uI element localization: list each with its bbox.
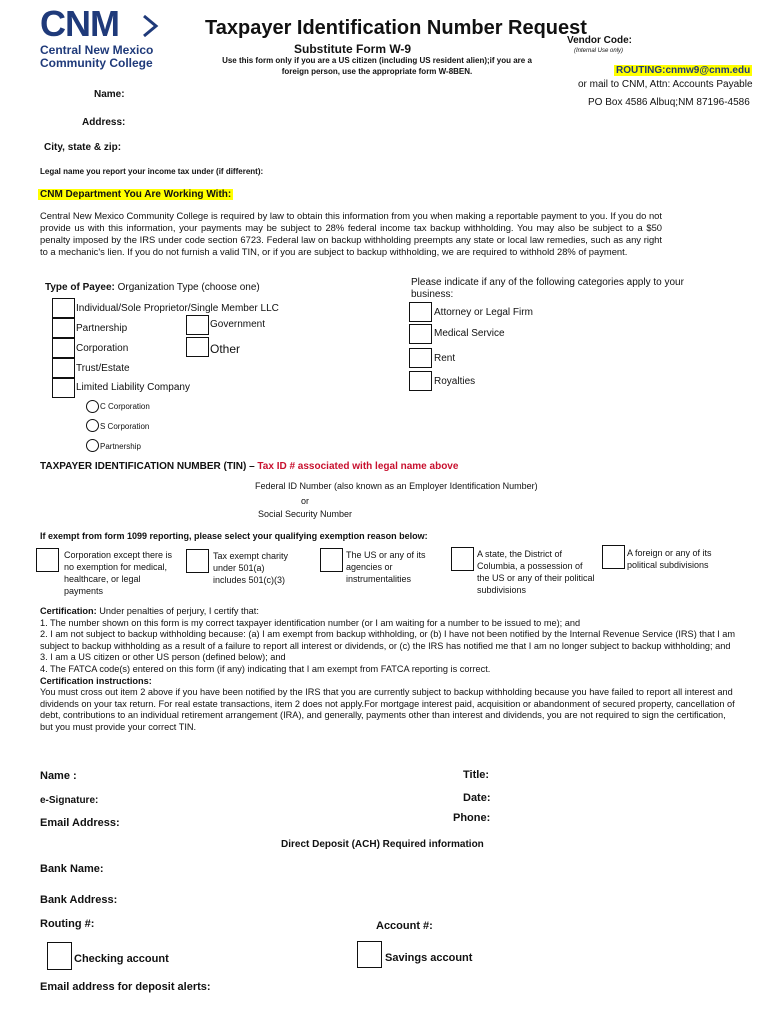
signer-title-label: Title: — [463, 769, 490, 781]
exempt-corporation-checkbox[interactable] — [36, 548, 59, 572]
form-subtitle: Substitute Form W-9 — [294, 42, 412, 56]
c-corporation-label: C Corporation — [100, 402, 150, 411]
other-checkbox[interactable] — [186, 337, 209, 357]
signature-date-label: Date: — [463, 792, 491, 804]
mail-instruction: or mail to CNM, Attn: Accounts Payable — [578, 79, 753, 90]
exempt-state-checkbox[interactable] — [451, 547, 474, 571]
exempt-foreign-checkbox[interactable] — [602, 545, 625, 569]
exemption-heading: If exempt from form 1099 reporting, please select your qualifying exemption reason below: — [40, 531, 428, 541]
certification-instructions-label: Certification instructions: — [40, 675, 152, 686]
government-label: Government — [210, 319, 266, 330]
backup-withholding-notice: Central New Mexico Community College is required by law to obtain this information from you when making a reportable payment to you. If you do not provide us with this information, your payments may be subject to 28% federal income tax backup withholding. You may also be subject to a $50 penalty imposed by the IRS under code section 6723. Federal law on backup withholding preempts any state or local law remedies, such as any right to a mechanic's lien. If you do not furnish a valid TIN, or if you are subject to backup withholding, we are required to withhold 28% of payment. — [40, 210, 662, 257]
llc-partnership-radio[interactable] — [86, 439, 99, 452]
logo-abbr: CNM — [40, 3, 119, 44]
tin-heading-red: Tax ID # associated with legal name above — [257, 461, 459, 472]
categories-prompt: Please indicate if any of the following categories apply to your business: — [411, 277, 684, 300]
certification-item-3: 3. I am a US citizen or other US person (defined below); and — [40, 652, 286, 663]
form-title: Taxpayer Identification Number Request — [205, 17, 587, 39]
name-label: Name: — [94, 89, 125, 100]
e-signature-label: e-Signature: — [40, 795, 99, 806]
llc-partnership-label: Partnership — [100, 442, 141, 451]
partnership-checkbox[interactable] — [52, 318, 75, 338]
corporation-checkbox[interactable] — [52, 338, 75, 358]
individual-label: Individual/Sole Proprietor/Single Member LLC — [76, 303, 279, 314]
payee-type-heading — [45, 282, 260, 293]
rent-checkbox[interactable] — [409, 348, 432, 368]
royalties-checkbox[interactable] — [409, 371, 432, 391]
trust-estate-checkbox[interactable] — [52, 358, 75, 378]
certification-intro-text: Under penalties of perjury, I certify that: — [99, 606, 259, 616]
savings-account-label: Savings account — [385, 952, 473, 964]
logo-line1: Central New Mexico — [40, 43, 154, 57]
certification-item-4: 4. The FATCA code(s) entered on this form (if any) indicating that I am exempt from FATCA reporting is correct. — [40, 663, 491, 674]
exempt-charity-label: Tax exempt charity under 501(a) includes 501(c)(3) — [213, 551, 289, 585]
direct-deposit-heading: Direct Deposit (ACH) Required information — [281, 839, 484, 850]
exempt-charity-checkbox[interactable] — [186, 549, 209, 573]
individual-checkbox[interactable] — [52, 298, 75, 318]
legal-name-label: Legal name you report your income tax under (if different): — [40, 167, 264, 176]
checking-account-label: Checking account — [74, 953, 169, 965]
exempt-state-label: A state, the District of Columbia, a possession of the US or any of their political subdivisions — [477, 549, 595, 595]
exempt-us-agency-checkbox[interactable] — [320, 548, 343, 572]
savings-account-checkbox[interactable] — [357, 941, 382, 968]
trust-estate-label: Trust/Estate — [76, 363, 130, 374]
payee-type-label: Type of Payee: — [45, 282, 115, 293]
bank-name-label: Bank Name: — [40, 863, 104, 875]
certification-item-2: 2. I am not subject to backup withholding because: (a) I am exempt from backup withholding, or (b) I have not been notified by the Internal Revenue Service (IRS) that I am subject to backup withholding as a result of a failure to report all interest or dividends, or (c) the IRS has notified me that I am no longer subject to backup withholding; and — [40, 629, 736, 651]
llc-label: Limited Liability Company — [76, 382, 190, 393]
signer-email-label: Email Address: — [40, 817, 120, 829]
attorney-checkbox[interactable] — [409, 302, 432, 322]
other-label: Other — [210, 342, 241, 356]
c-corporation-radio[interactable] — [86, 400, 99, 413]
certification-item-1: 1. The number shown on this form is my correct taxpayer identification number (or I am waiting for a number to be issued to me); and — [40, 617, 581, 628]
s-corporation-label: S Corporation — [100, 422, 150, 431]
vendor-code-label: Vendor Code: — [567, 35, 633, 46]
medical-service-checkbox[interactable] — [409, 324, 432, 344]
royalties-label: Royalties — [434, 376, 476, 387]
form-usage-note: Use this form only if you are a US citizen (including US resident alien);if you are a foreign person, use the appropriate form W-8BEN. — [222, 56, 532, 76]
department-label: CNM Department You Are Working With: — [40, 189, 232, 200]
city-state-zip-label: City, state & zip: — [44, 142, 122, 153]
signer-phone-label: Phone: — [453, 812, 491, 824]
logo-chevron-icon — [140, 14, 160, 38]
address-label: Address: — [82, 117, 126, 128]
deposit-alert-email-label: Email address for deposit alerts: — [40, 981, 211, 993]
tin-heading — [40, 461, 458, 472]
medical-service-label: Medical Service — [434, 328, 505, 339]
signer-name-label: Name : — [40, 770, 77, 782]
checking-account-checkbox[interactable] — [47, 942, 72, 970]
account-number-label: Account #: — [376, 920, 433, 932]
s-corporation-radio[interactable] — [86, 419, 99, 432]
certification-instructions: You must cross out item 2 above if you have been notified by the IRS that you are currently subject to backup withholding because you have failed to report all interest and dividends on your tax return. For real estate transactions, item 2 does not apply.For mortgage interest paid, acquisition or abandonment of secured property, cancellation of debt, contributions to an individual retirement arrangement (IRA), and generally, payments other than interest and dividends, you are not required to sign the certification, but you must provide your correct TIN. — [40, 687, 735, 732]
certification-label: Certification: — [40, 606, 97, 616]
exempt-corporation-label: Corporation except there is no exemption for medical, healthcare, or legal payments — [64, 550, 173, 596]
routing-number-label: Routing #: — [40, 918, 95, 930]
corporation-label: Corporation — [76, 343, 129, 354]
government-checkbox[interactable] — [186, 315, 209, 335]
rent-label: Rent — [434, 353, 456, 364]
attorney-label: Attorney or Legal Firm — [434, 307, 533, 318]
tin-or: or — [301, 496, 310, 506]
ssn-label: Social Security Number — [258, 509, 353, 519]
tin-heading-text: TAXPAYER IDENTIFICATION NUMBER (TIN) – — [40, 461, 258, 472]
internal-use-note: (Internal Use only) — [574, 48, 624, 54]
llc-checkbox[interactable] — [52, 378, 75, 398]
certification-block — [40, 606, 740, 734]
partnership-label: Partnership — [76, 323, 128, 334]
logo-line2: Community College — [40, 56, 153, 70]
exempt-foreign-label: A foreign or any of its political subdivisions — [627, 548, 712, 570]
certification-intro — [40, 606, 740, 618]
federal-id-label: Federal ID Number (also known as an Employer Identification Number) — [255, 481, 538, 491]
payee-type-instruction: Organization Type (choose one) — [117, 282, 260, 293]
po-box: PO Box 4586 Albuq;NM 87196-4586 — [588, 97, 750, 108]
routing-email[interactable]: ROUTING:cnmw9@cnm.edu — [616, 65, 751, 76]
exempt-us-agency-label: The US or any of its agencies or instrumentalities — [346, 550, 426, 584]
bank-address-label: Bank Address: — [40, 894, 118, 906]
